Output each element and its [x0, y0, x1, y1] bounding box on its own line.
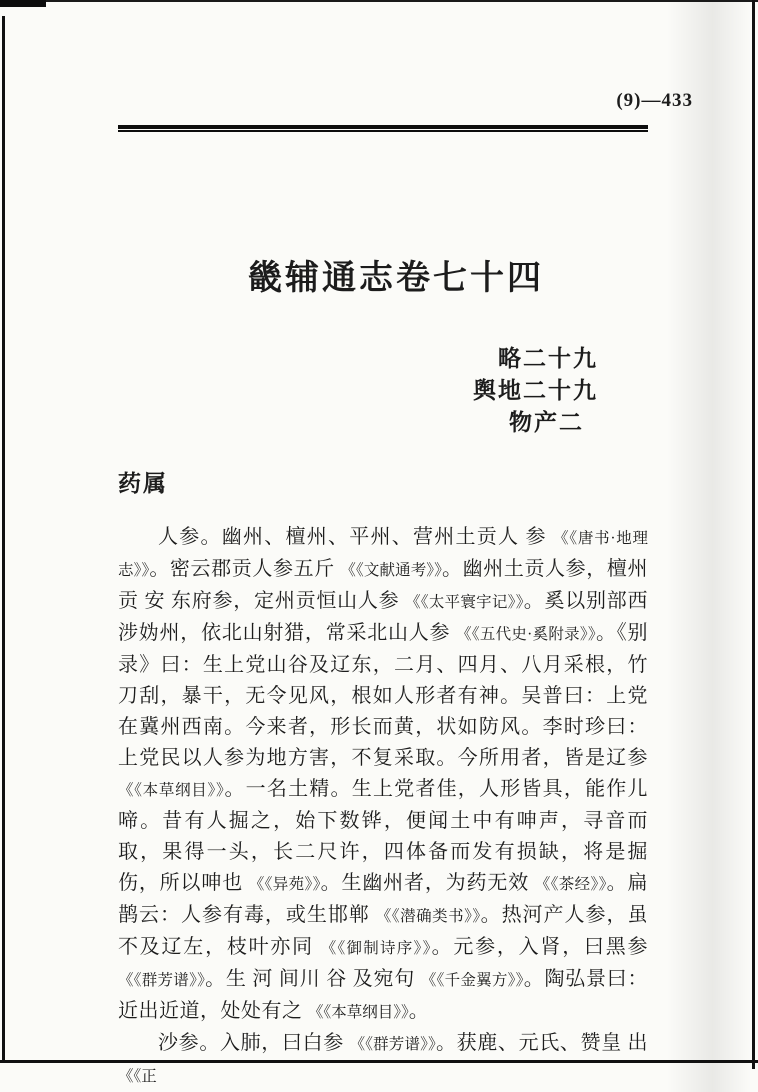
body-segment: 。生 河 间川 谷 及宛句 [205, 968, 421, 990]
citation: 《《群芳谱》》 [118, 972, 206, 989]
citation: 《《茶经》》 [534, 876, 607, 893]
citation: 《《本草纲目》》 [118, 782, 225, 799]
citation: 《《唐书·地理志》》 [118, 530, 648, 579]
body-segment: 。一名土精。生上党者佳，人形皆具，能作儿啼。昔有人掘之，始下数铧，便闻土中有呻声，寻音而取，果得一头，长二尺许，四体备而发有损缺，将是掘伤，所以呻也 [118, 778, 648, 894]
body-segment: 。奚以别部西涉妫州，依北山射猎，常采北山人参 [118, 590, 648, 644]
scan-border-right [752, 0, 755, 1069]
header-rule [118, 125, 648, 132]
body-segment: 。 [408, 1000, 430, 1022]
body-segment: 。生幽州者，为药无效 [320, 872, 535, 894]
subtitle-yudi: 舆地二十九 [473, 378, 598, 403]
body-segment: 人参。幽州、檀州、平州、营州土贡人 参 [158, 526, 554, 548]
citation: 《《千金翼方》》 [420, 972, 524, 989]
body-segment: 。扁鹊云：人参有毒，或生邯郸 [118, 872, 648, 926]
citation: 《《太平寰宇记》》 [405, 594, 524, 611]
section-heading: 药属 [118, 471, 168, 496]
citation: 《《异苑》》 [248, 876, 321, 893]
subtitle-block [118, 343, 648, 439]
body-segment: 。获鹿、元氏、赞皇 出 [435, 1032, 649, 1054]
subtitle-wuchan: 物产二 [509, 410, 584, 435]
paragraph [118, 1028, 648, 1092]
body-segment: 。陶弘景曰：近出近道，处处有之 [118, 968, 649, 1022]
body-segment: 。《别录》曰：生上党山谷及辽东，二月、四月、八月采根，竹刀刮，暴干，无令见风，根如人形者有神。吴普曰：上党在冀州西南。今来者，形长而黄，状如防风。李时珍曰：上党民以人参为地方害，不复采取。今所用者，皆是辽参 [118, 622, 648, 769]
citation: 《《文献通考》》 [340, 562, 443, 579]
scan-border-left [2, 16, 5, 1063]
scan-border-top-left-mark [0, 0, 46, 7]
body-segment: 。密云郡贡人参五斤 [149, 558, 341, 580]
citation: 《《群芳谱》》 [349, 1036, 436, 1053]
subtitle-lue: 略二十九 [498, 346, 598, 371]
body-segment: 。热河产人参，虽不及辽左，枝叶亦同 [118, 904, 649, 958]
citation: 《《御制诗序》》 [320, 940, 432, 957]
citation: 《《本草纲目》》 [308, 1004, 409, 1021]
body-segment: 沙参。入肺，曰白参 [158, 1032, 350, 1054]
body-segment: 。幽州土贡人参，檀州贡 安 东府参，定州贡恒山人参 [118, 558, 648, 612]
body-segment: 。元参，入肾，曰黑参 [431, 936, 649, 958]
citation: 《《潜确类书》》 [375, 908, 481, 925]
page-content [118, 0, 693, 1092]
body-text [118, 522, 648, 1092]
page-number: (9)—433 [616, 90, 693, 111]
page-title: 畿辅通志卷七十四 [248, 260, 544, 297]
citation: 《《正 [118, 1068, 157, 1085]
paragraph [118, 522, 648, 1028]
citation: 《《五代史·奚附录》》 [456, 626, 596, 643]
